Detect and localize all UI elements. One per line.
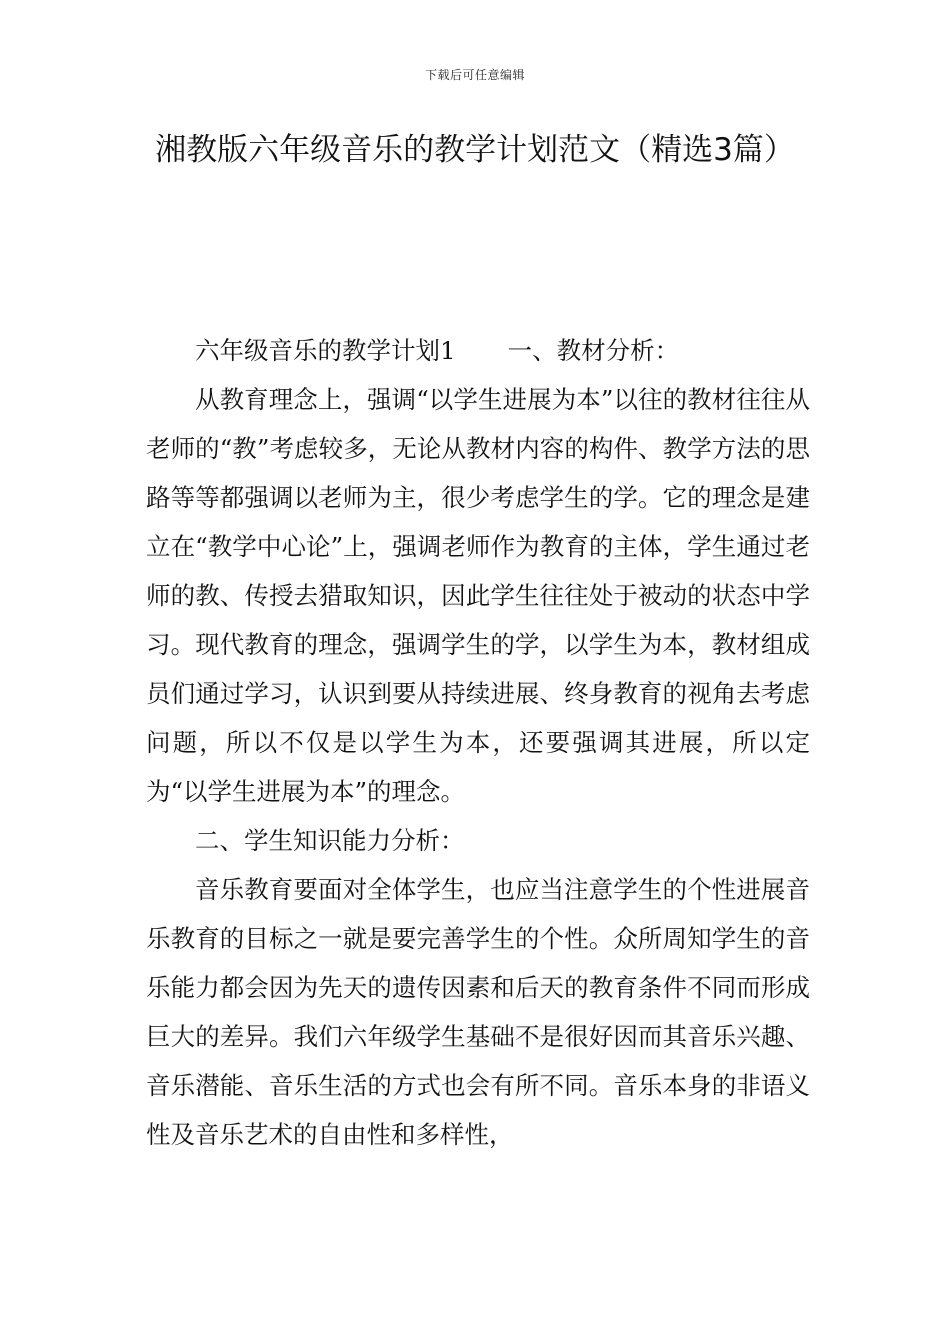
paragraph-intro: [146, 326, 810, 375]
paragraph-student-ability: 音乐教育要面对全体学生，也应当注意学生的个性进展音乐教育的目标之一就是要完善学生的个性。众所周知学生的音乐能力都会因为先天的遗传因素和后天的教育条件不同而形成巨大的差异。我们六年级学生基础不是很好因而其音乐兴趣、音乐潜能、音乐生活的方式也会有所不同。音乐本身的非语义性及音乐艺术的自由性和多样性，: [146, 875, 810, 1149]
plan-heading: 六年级音乐的教学计划1: [195, 336, 456, 365]
section-heading-textbook-analysis: 一、教材分析：: [507, 336, 680, 365]
document-title: 湘教版六年级音乐的教学计划范文（精选3篇）: [155, 132, 795, 168]
header-note: 下载后可任意编辑: [424, 68, 525, 82]
paragraph-textbook-analysis: 从教育理念上，强调“以学生进展为本”以往的教材往往从老师的“教”考虑较多，无论从教材内容的构件、教学方法的思路等等都强调以老师为主，很少考虑学生的学。它的理念是建立在“教学中心论”上，强调老师作为教育的主体，学生通过老师的教、传授去猎取知识，因此学生往往处于被动的状态中学习。现代教育的理念，强调学生的学，以学生为本，教材组成员们通过学习，认识到要从持续进展、终身教育的视角去考虑问题，所以不仅是以学生为本，还要强调其进展，所以定为“以学生进展为本”的理念。: [146, 385, 810, 806]
document-body: [146, 326, 810, 1159]
section-heading-student-ability: 二、学生知识能力分析：: [195, 826, 465, 855]
